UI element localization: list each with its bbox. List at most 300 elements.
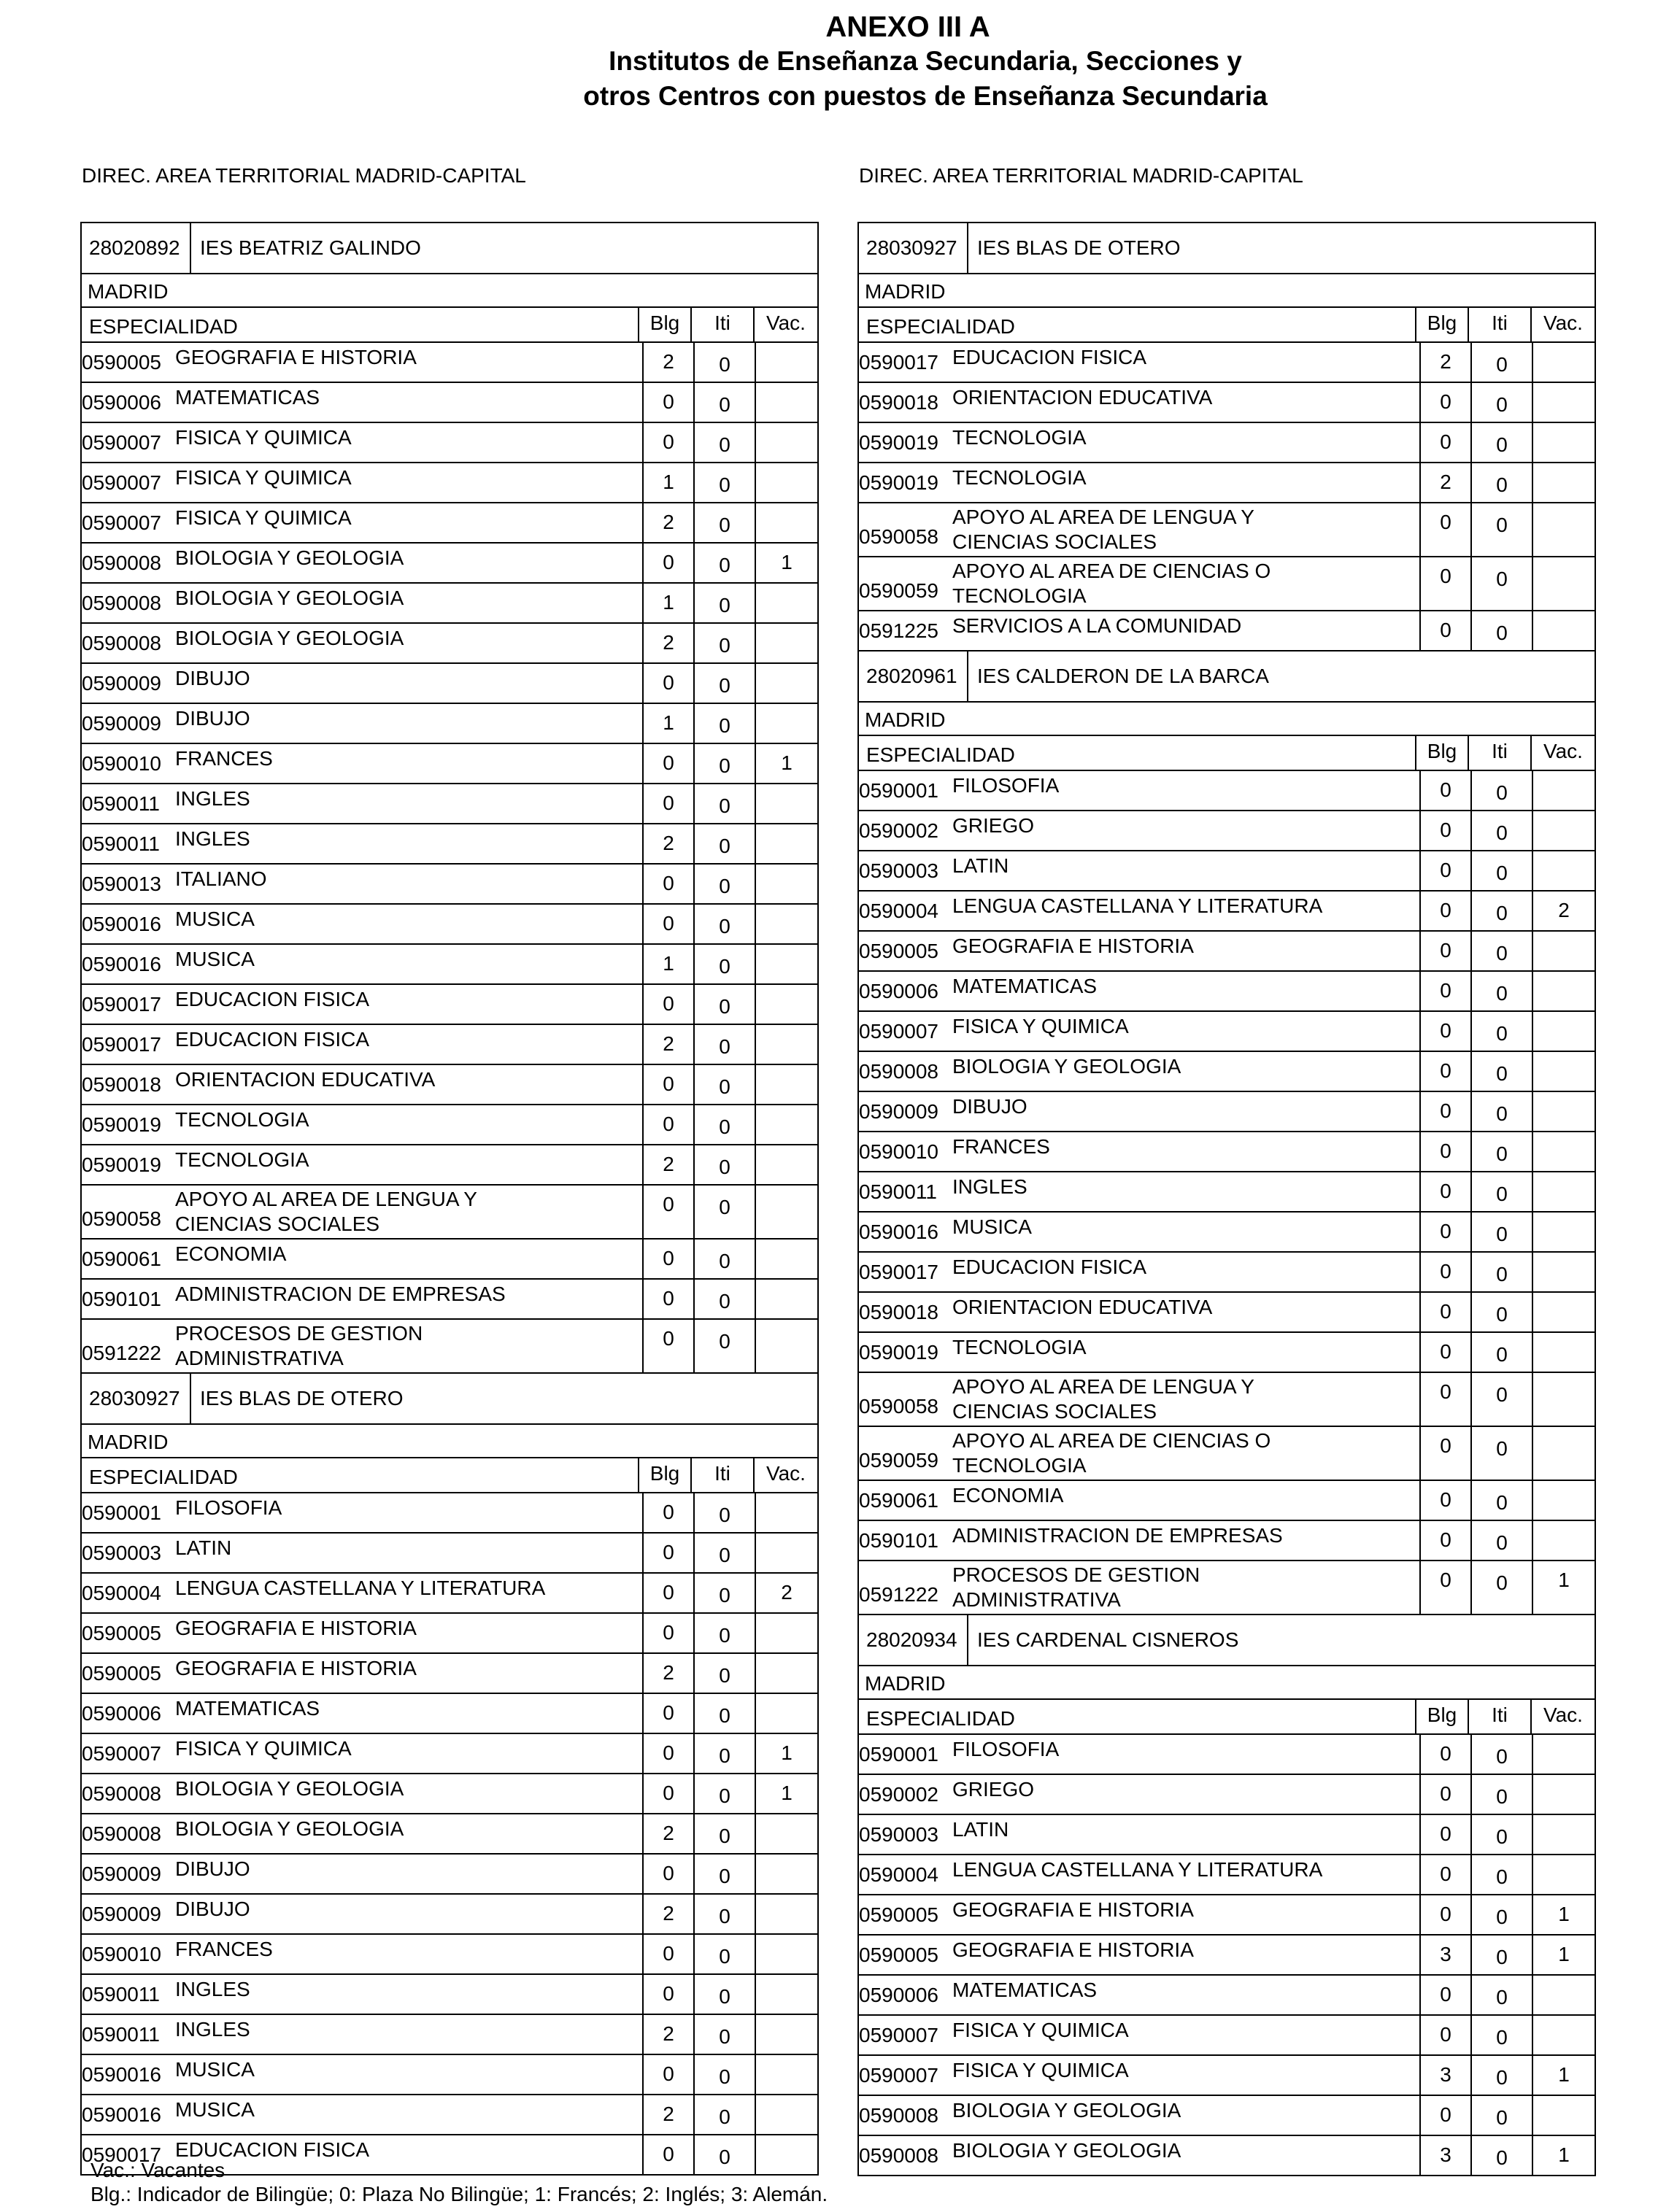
vac-value [755, 2095, 817, 2134]
specialty-code: 0590005 [859, 940, 939, 962]
specialty-code: 0590011 [82, 792, 160, 815]
specialty-name: INGLES [175, 1978, 250, 2000]
specialty-cell [859, 2096, 1419, 2135]
blg-value: 3 [1419, 2056, 1470, 2095]
blg-value: 0 [1419, 1815, 1470, 1854]
specialty-cell [859, 1052, 1419, 1091]
vac-value [1532, 2096, 1595, 2135]
specialty-name: DIBUJO [175, 1857, 250, 1880]
table-row [859, 422, 1595, 462]
vac-value [755, 1493, 817, 1532]
specialty-name-block [175, 627, 404, 649]
specialty-name-block [952, 1858, 1322, 1881]
vac-value [1532, 851, 1595, 890]
table-row [859, 1010, 1595, 1051]
table-row [82, 1652, 817, 1693]
specialty-code: 0590009 [82, 1863, 162, 1885]
blg-value: 0 [642, 865, 693, 903]
table-row [82, 1893, 817, 1933]
vac-value [1532, 932, 1595, 970]
center-code: 28020934 [859, 1615, 968, 1665]
table-row [82, 1278, 817, 1318]
iti-value: 0 [693, 2135, 755, 2174]
vac-value: 1 [1532, 1895, 1595, 1934]
iti-value: 0 [1470, 2016, 1532, 2054]
specialty-cell [859, 1976, 1419, 2014]
blg-value: 0 [642, 1320, 693, 1372]
specialty-name-block [952, 1135, 1050, 1158]
specialty-code: 0591222 [859, 1583, 939, 1606]
iti-value: 0 [1470, 1521, 1532, 1560]
specialty-cell [82, 1186, 642, 1238]
specialty-name-block [175, 948, 255, 970]
iti-value: 0 [1470, 1427, 1532, 1480]
specialty-name: MUSICA [175, 2098, 255, 2121]
vac-value: 1 [755, 1774, 817, 1813]
vac-value [1532, 1775, 1595, 1814]
specialty-name: FISICA Y QUIMICA [952, 1015, 1129, 1037]
specialty-cell [859, 423, 1419, 462]
vac-value [755, 503, 817, 542]
table-row [859, 1480, 1595, 1520]
table-row [859, 1894, 1595, 1934]
table-row [859, 2095, 1595, 2135]
vac-value [1532, 1132, 1595, 1171]
specialty-name-block [175, 2018, 250, 2041]
specialty-code: 0590006 [859, 1984, 939, 2006]
specialty-name: INGLES [175, 787, 250, 810]
specialty-name-block [175, 1617, 417, 1639]
specialty-cell [859, 557, 1419, 610]
specialty-cell [859, 1481, 1419, 1520]
iti-value: 0 [693, 1240, 755, 1278]
specialty-name-block [952, 614, 1241, 637]
table-row [859, 2014, 1595, 2054]
specialty-name-block [952, 386, 1212, 409]
table-row [859, 1372, 1595, 1426]
vac-value [755, 704, 817, 743]
specialty-name: APOYO AL AREA DE CIENCIAS O [952, 560, 1271, 582]
specialty-name-block [952, 1484, 1063, 1507]
specialty-name: GEOGRAFIA E HISTORIA [952, 1898, 1194, 1921]
iti-value: 0 [1470, 1052, 1532, 1091]
specialty-name-block [175, 1978, 250, 2000]
specialty-cell [859, 1815, 1419, 1854]
specialty-name-block [175, 667, 250, 689]
specialty-cell [859, 1775, 1419, 1814]
table-row [82, 542, 817, 582]
vac-value [1532, 1815, 1595, 1854]
specialty-code: 0590013 [82, 873, 162, 895]
specialty-name: DIBUJO [175, 667, 250, 689]
specialty-cell [82, 1105, 642, 1144]
specialty-name-block [952, 346, 1146, 368]
specialty-name-cont: CIENCIAS SOCIALES [175, 1213, 380, 1235]
specialty-name: INGLES [175, 827, 250, 850]
specialty-name-block [952, 1095, 1027, 1118]
iti-value: 0 [693, 624, 755, 662]
vac-value [1532, 463, 1595, 502]
iti-value: 0 [693, 1774, 755, 1813]
iti-value: 0 [1470, 1293, 1532, 1331]
specialty-code: 0590101 [82, 1288, 162, 1310]
specialty-name-block [952, 2099, 1181, 2122]
specialty-cell [82, 1975, 642, 2014]
specialty-code: 0590059 [859, 1449, 939, 1472]
iti-value: 0 [1470, 811, 1532, 850]
specialty-name: LENGUA CASTELLANA Y LITERATURA [952, 1858, 1323, 1881]
table-row [82, 943, 817, 983]
specialty-name-block [175, 787, 250, 810]
vac-value [1532, 1427, 1595, 1480]
specialty-name: GRIEGO [952, 814, 1035, 837]
iti-value: 0 [693, 1654, 755, 1693]
iti-value: 0 [1470, 503, 1532, 556]
iti-value: 0 [1470, 1213, 1532, 1251]
blg-value: 0 [1419, 2016, 1470, 2054]
table-row [859, 970, 1595, 1010]
iti-value: 0 [693, 1493, 755, 1532]
vac-value [1532, 1855, 1595, 1894]
iti-value: 0 [693, 1534, 755, 1572]
header-vac: Vac. [1530, 736, 1595, 770]
specialty-name: FISICA Y QUIMICA [175, 466, 352, 489]
blg-value: 0 [642, 1694, 693, 1733]
iti-value: 0 [1470, 463, 1532, 502]
table-row [859, 810, 1595, 850]
iti-value: 0 [693, 2095, 755, 2134]
specialty-code: 0590003 [82, 1542, 162, 1564]
iti-value: 0 [693, 383, 755, 422]
vac-value [755, 1975, 817, 2014]
vac-value [1532, 1253, 1595, 1291]
table-header-row [82, 306, 817, 341]
specialty-cell [82, 1935, 642, 1973]
iti-value: 0 [693, 1814, 755, 1853]
vac-value [1532, 1052, 1595, 1091]
specialty-name-block [952, 1256, 1146, 1278]
specialty-name-block [175, 1577, 545, 1599]
specialty-cell [82, 1065, 642, 1104]
iti-value: 0 [693, 1186, 755, 1238]
specialty-cell [82, 2055, 642, 2094]
specialty-name: BIOLOGIA Y GEOLOGIA [952, 2139, 1181, 2162]
specialty-cell [859, 1012, 1419, 1051]
table-row [82, 1572, 817, 1612]
iti-value: 0 [693, 1895, 755, 1933]
blg-value: 0 [642, 2135, 693, 2174]
blg-value: 0 [642, 1065, 693, 1104]
blg-value: 2 [1419, 343, 1470, 382]
specialty-name: ORIENTACION EDUCATIVA [175, 1068, 436, 1091]
header-blg: Blg [638, 308, 690, 341]
specialty-name-block [952, 1055, 1181, 1078]
blg-value: 0 [1419, 2096, 1470, 2135]
blg-value: 0 [1419, 1092, 1470, 1131]
table-row [82, 582, 817, 622]
specialty-name: MATEMATICAS [952, 975, 1098, 997]
specialty-name: SERVICIOS A LA COMUNIDAD [952, 614, 1242, 637]
specialty-cell [82, 784, 642, 823]
specialty-name: GEOGRAFIA E HISTORIA [175, 1657, 417, 1679]
vac-value [755, 463, 817, 502]
specialty-name: BIOLOGIA Y GEOLOGIA [175, 1817, 404, 1840]
header-blg: Blg [1415, 736, 1468, 770]
vac-value [1532, 1976, 1595, 2014]
center-header [82, 1372, 817, 1423]
vac-value [755, 383, 817, 422]
specialty-cell [859, 343, 1419, 382]
specialty-code: 0590011 [82, 832, 160, 855]
iti-value: 0 [1470, 2056, 1532, 2095]
table-row [82, 382, 817, 422]
blg-value: 0 [642, 1240, 693, 1278]
blg-value: 0 [1419, 503, 1470, 556]
specialty-cell [82, 664, 642, 703]
blg-value: 2 [1419, 463, 1470, 502]
blg-value: 3 [1419, 2136, 1470, 2175]
specialty-name-block [952, 2019, 1129, 2041]
specialty-name-block [175, 1283, 506, 1305]
iti-value: 0 [1470, 1012, 1532, 1051]
vac-value [1532, 557, 1595, 610]
iti-value: 0 [693, 945, 755, 983]
blg-value: 2 [642, 503, 693, 542]
header-especialidad: ESPECIALIDAD [89, 1466, 238, 1488]
specialty-code: 0590016 [82, 2063, 162, 2086]
blg-value: 0 [642, 1774, 693, 1813]
table-row [859, 1291, 1595, 1331]
vac-value: 1 [1532, 2056, 1595, 2095]
specialty-name-block [175, 1938, 273, 1960]
table-row [859, 1974, 1595, 2014]
specialty-code: 0590059 [859, 579, 939, 602]
table-row [859, 1854, 1595, 1894]
blg-value: 0 [642, 1975, 693, 2014]
specialty-code: 0590001 [859, 1743, 939, 1766]
blg-value: 0 [1419, 771, 1470, 810]
center-city: MADRID [859, 701, 1595, 735]
specialty-name: ITALIANO [175, 867, 267, 890]
header-vac: Vac. [753, 308, 817, 341]
specialty-name: ORIENTACION EDUCATIVA [952, 1296, 1213, 1318]
table-row [859, 1934, 1595, 1974]
specialty-cell [82, 865, 642, 903]
specialty-name-block [175, 1857, 250, 1880]
specialty-cell [859, 811, 1419, 850]
specialty-cell [82, 1654, 642, 1693]
specialty-code: 0590005 [82, 1622, 162, 1644]
specialty-name: GEOGRAFIA E HISTORIA [175, 346, 417, 368]
specialty-name-cont: TECNOLOGIA [952, 1454, 1087, 1477]
table-row [859, 1131, 1595, 1171]
specialty-cell [859, 771, 1419, 810]
table-row [859, 462, 1595, 502]
iti-value: 0 [693, 784, 755, 823]
specialty-name-block [175, 346, 417, 368]
blg-value: 0 [1419, 1333, 1470, 1372]
specialty-cell [82, 463, 642, 502]
specialty-code: 0590009 [82, 1903, 162, 1925]
specialty-code: 0590007 [82, 431, 162, 454]
header-line-1: Institutos de Enseñanza Secundaria, Secciones y [609, 46, 1242, 76]
table-row [82, 2054, 817, 2094]
specialty-code: 0590005 [82, 1662, 162, 1685]
table-row [82, 662, 817, 703]
specialty-name-block [952, 975, 1097, 997]
specialty-name: GRIEGO [952, 1778, 1035, 1801]
vac-value: 1 [1532, 2136, 1595, 2175]
iti-value: 0 [1470, 1333, 1532, 1372]
center-city: MADRID [82, 273, 817, 306]
specialty-code: 0590011 [82, 1983, 160, 2006]
blg-value: 0 [642, 1534, 693, 1572]
specialty-name-block [952, 1428, 1271, 1478]
center-city: MADRID [859, 273, 1595, 306]
table-row [859, 341, 1595, 382]
specialty-name-block [175, 1068, 435, 1091]
specialty-cell [82, 1280, 642, 1318]
table-row [859, 1814, 1595, 1854]
blg-value: 0 [1419, 1052, 1470, 1091]
specialty-code: 0590058 [859, 525, 939, 548]
vac-value [755, 343, 817, 382]
header-blg: Blg [1415, 1700, 1468, 1733]
specialty-cell [859, 1895, 1419, 1934]
specialty-code: 0590101 [859, 1529, 939, 1552]
specialty-cell [82, 744, 642, 783]
specialty-name: FRANCES [175, 747, 273, 770]
column-table [857, 222, 1596, 2176]
table-row [82, 1492, 817, 1532]
blg-value: 0 [642, 1935, 693, 1973]
header-vac: Vac. [753, 1458, 817, 1492]
vac-value [755, 1534, 817, 1572]
specialty-name-block [952, 814, 1034, 837]
specialty-name-block [952, 1898, 1194, 1921]
blg-value: 0 [642, 544, 693, 582]
center-code: 28020892 [82, 223, 191, 273]
specialty-code: 0590001 [859, 779, 939, 802]
blg-value: 0 [642, 1186, 693, 1238]
specialty-cell [859, 972, 1419, 1010]
specialty-name: BIOLOGIA Y GEOLOGIA [175, 627, 404, 649]
specialty-name-block [175, 908, 255, 930]
vac-value [755, 865, 817, 903]
header-especialidad: ESPECIALIDAD [866, 1707, 1015, 1730]
blg-value: 2 [642, 343, 693, 382]
header-iti: Iti [1468, 1700, 1530, 1733]
table-row [82, 1318, 817, 1372]
specialty-code: 0590010 [82, 1943, 162, 1965]
specialty-name: PROCESOS DE GESTION [175, 1322, 423, 1345]
table-header-row [82, 1457, 817, 1492]
specialty-cell [859, 1132, 1419, 1171]
vac-value [755, 1065, 817, 1104]
vac-value [1532, 343, 1595, 382]
vac-value [755, 1895, 817, 1933]
specialty-name-block [175, 1108, 309, 1131]
specialty-cell [859, 2136, 1419, 2175]
vac-value [755, 1186, 817, 1238]
specialty-cell [82, 503, 642, 542]
table-row [82, 1104, 817, 1144]
vac-value [755, 1935, 817, 1973]
table-row [859, 1211, 1595, 1251]
specialty-name: EDUCACION FISICA [175, 988, 370, 1010]
specialty-cell [859, 1293, 1419, 1331]
specialty-name: DIBUJO [952, 1095, 1027, 1118]
specialty-name-block [175, 426, 352, 449]
specialty-name: FILOSOFIA [175, 1496, 282, 1519]
blg-value: 0 [1419, 1735, 1470, 1774]
iti-value: 0 [1470, 383, 1532, 422]
specialty-cell [82, 624, 642, 662]
specialty-code: 0590001 [82, 1501, 162, 1524]
iti-value: 0 [693, 1025, 755, 1064]
specialty-code: 0590008 [859, 1060, 939, 1083]
header-especialidad: ESPECIALIDAD [866, 743, 1015, 766]
specialty-cell [859, 892, 1419, 930]
specialty-name-block [952, 1738, 1059, 1760]
specialty-name-block [952, 1215, 1032, 1238]
specialty-name-block [175, 1536, 231, 1559]
specialty-cell [859, 1855, 1419, 1894]
vac-value [1532, 503, 1595, 556]
specialty-name-block [952, 426, 1087, 449]
blg-value: 0 [1419, 1132, 1470, 1171]
specialty-code: 0590019 [859, 431, 939, 454]
vac-value [1532, 811, 1595, 850]
blg-value: 0 [1419, 1481, 1470, 1520]
vac-value [755, 824, 817, 863]
specialty-code: 0590006 [82, 391, 162, 414]
specialty-name: INGLES [952, 1175, 1027, 1198]
column-table [80, 222, 819, 2176]
specialty-name-block [952, 935, 1194, 957]
specialty-code: 0590004 [859, 1863, 939, 1886]
iti-value: 0 [1470, 1373, 1532, 1426]
specialty-code: 0591222 [82, 1342, 162, 1364]
iti-value: 0 [693, 664, 755, 703]
specialty-name: MUSICA [952, 1215, 1032, 1238]
specialty-cell [82, 985, 642, 1024]
blg-value: 1 [642, 945, 693, 983]
iti-value: 0 [1470, 1253, 1532, 1291]
table-row [82, 1853, 817, 1893]
specialty-code: 0591225 [859, 619, 939, 642]
blg-value: 0 [642, 1574, 693, 1612]
vac-value [1532, 1481, 1595, 1520]
blg-value: 0 [1419, 932, 1470, 970]
iti-value: 0 [693, 2015, 755, 2054]
vac-value [1532, 1092, 1595, 1131]
blg-value: 0 [642, 423, 693, 462]
blg-value: 0 [1419, 611, 1470, 650]
specialty-name-cont: CIENCIAS SOCIALES [952, 1400, 1157, 1423]
iti-value: 0 [1470, 1775, 1532, 1814]
blg-value: 0 [642, 985, 693, 1024]
specialty-cell [859, 851, 1419, 890]
specialty-name-block [175, 1657, 417, 1679]
table-row [82, 1532, 817, 1572]
table-row [859, 1331, 1595, 1372]
table-row [82, 622, 817, 662]
blg-value: 0 [1419, 1855, 1470, 1894]
table-row [82, 823, 817, 863]
iti-value: 0 [693, 824, 755, 863]
specialty-name-block [952, 1524, 1283, 1547]
